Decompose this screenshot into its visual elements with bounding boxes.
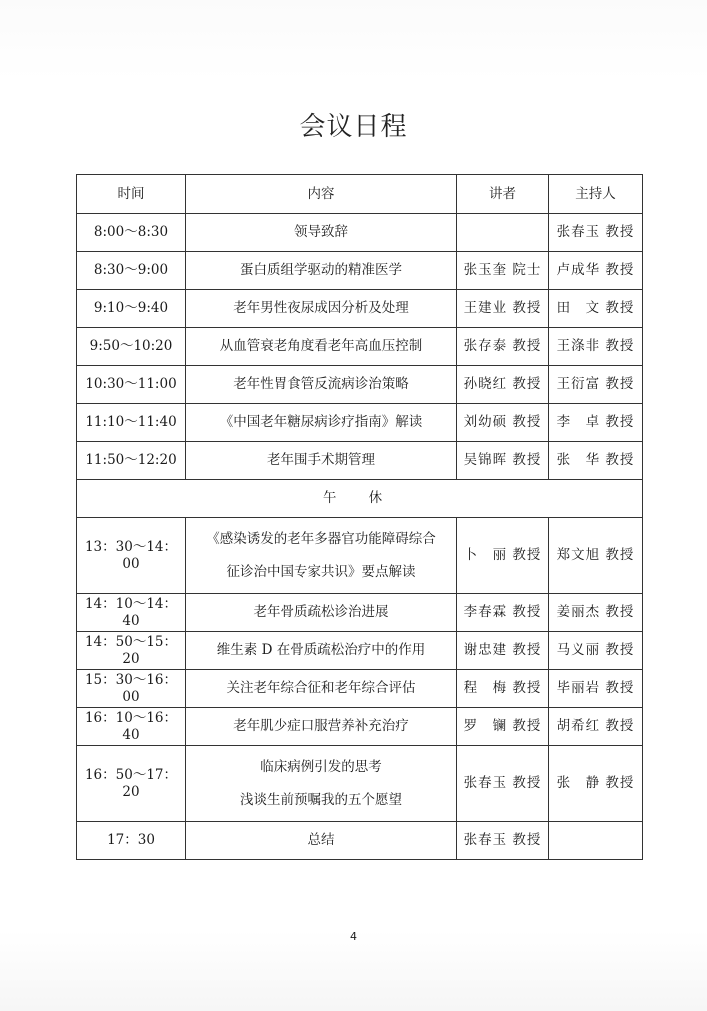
time-cell: 9:10～9:40 [77, 290, 186, 328]
table-row [77, 632, 643, 670]
host-cell: 张 静 教授 [549, 746, 643, 822]
host-cell: 胡希红 教授 [549, 708, 643, 746]
speaker-cell: 罗 镧 教授 [457, 708, 549, 746]
host-cell [549, 822, 643, 860]
host-cell: 李 卓 教授 [549, 404, 643, 442]
speaker-cell: 卜 丽 教授 [457, 518, 549, 594]
time-cell: 13：30～14：00 [77, 518, 186, 594]
table-row [77, 366, 643, 404]
time-cell: 8:30～9:00 [77, 252, 186, 290]
content-line: 《感染诱发的老年多器官功能障碍综合 [206, 531, 436, 548]
host-cell: 田 文 教授 [549, 290, 643, 328]
speaker-cell: 李春霖 教授 [457, 594, 549, 632]
speaker-cell: 张春玉 教授 [457, 822, 549, 860]
content-line: 临床病例引发的思考 [260, 759, 382, 776]
time-cell: 11:50～12:20 [77, 442, 186, 480]
host-cell: 王衍富 教授 [549, 366, 643, 404]
table-row [77, 670, 643, 708]
time-cell: 16：50～17：20 [77, 746, 186, 822]
table-row [77, 518, 643, 594]
speaker-cell: 孙晓红 教授 [457, 366, 549, 404]
content-cell: 老年骨质疏松诊治进展 [186, 594, 457, 632]
header-time: 时间 [77, 175, 186, 214]
schedule-table [76, 174, 643, 860]
host-cell: 张 华 教授 [549, 442, 643, 480]
table-row [77, 594, 643, 632]
speaker-cell: 程 梅 教授 [457, 670, 549, 708]
speaker-cell: 谢忠建 教授 [457, 632, 549, 670]
content-cell: 老年围手术期管理 [186, 442, 457, 480]
speaker-cell [457, 214, 549, 252]
time-cell: 14：50～15：20 [77, 632, 186, 670]
content-cell: 蛋白质组学驱动的精准医学 [186, 252, 457, 290]
content-cell: 从血管衰老角度看老年高血压控制 [186, 328, 457, 366]
table-row [77, 708, 643, 746]
speaker-cell: 张玉奎 院士 [457, 252, 549, 290]
speaker-cell: 刘幼硕 教授 [457, 404, 549, 442]
content-cell: 维生素 D 在骨质疏松治疗中的作用 [186, 632, 457, 670]
content-line: 浅谈生前预嘱我的五个愿望 [240, 791, 402, 808]
host-cell: 郑文旭 教授 [549, 518, 643, 594]
time-cell: 10:30～11:00 [77, 366, 186, 404]
content-cell [186, 518, 457, 594]
lunch-break-row [77, 480, 643, 518]
host-cell: 毕丽岩 教授 [549, 670, 643, 708]
content-cell: 老年肌少症口服营养补充治疗 [186, 708, 457, 746]
time-cell: 9:50～10:20 [77, 328, 186, 366]
table-row [77, 822, 643, 860]
table-row [77, 290, 643, 328]
host-cell: 张春玉 教授 [549, 214, 643, 252]
speaker-cell: 吴锦晖 教授 [457, 442, 549, 480]
content-cell: 关注老年综合征和老年综合评估 [186, 670, 457, 708]
content-cell: 《中国老年糖尿病诊疗指南》解读 [186, 404, 457, 442]
table-header-row [77, 175, 643, 214]
table-row [77, 252, 643, 290]
host-cell: 姜丽杰 教授 [549, 594, 643, 632]
content-cell: 领导致辞 [186, 214, 457, 252]
page-title: 会议日程 [299, 112, 408, 142]
speaker-cell: 王建业 教授 [457, 290, 549, 328]
table-row [77, 328, 643, 366]
time-cell: 14：10～14：40 [77, 594, 186, 632]
page-number: 4 [350, 930, 357, 943]
header-content: 内容 [186, 175, 457, 214]
content-line: 征诊治中国专家共识》要点解读 [226, 563, 416, 580]
speaker-cell: 张存泰 教授 [457, 328, 549, 366]
content-cell: 总结 [186, 822, 457, 860]
content-cell: 老年男性夜尿成因分析及处理 [186, 290, 457, 328]
content-cell: 老年性胃食管反流病诊治策略 [186, 366, 457, 404]
lunch-break-label: 午 休 [77, 480, 643, 518]
host-cell: 卢成华 教授 [549, 252, 643, 290]
header-host: 主持人 [549, 175, 643, 214]
header-speaker: 讲者 [457, 175, 549, 214]
host-cell: 马义丽 教授 [549, 632, 643, 670]
content-cell [186, 746, 457, 822]
time-cell: 11:10～11:40 [77, 404, 186, 442]
time-cell: 17：30 [77, 822, 186, 860]
host-cell: 王涤非 教授 [549, 328, 643, 366]
speaker-cell: 张春玉 教授 [457, 746, 549, 822]
time-cell: 15：30～16：00 [77, 670, 186, 708]
table-row [77, 404, 643, 442]
time-cell: 8:00～8:30 [77, 214, 186, 252]
table-row [77, 442, 643, 480]
table-row [77, 214, 643, 252]
time-cell: 16：10～16：40 [77, 708, 186, 746]
table-row [77, 746, 643, 822]
